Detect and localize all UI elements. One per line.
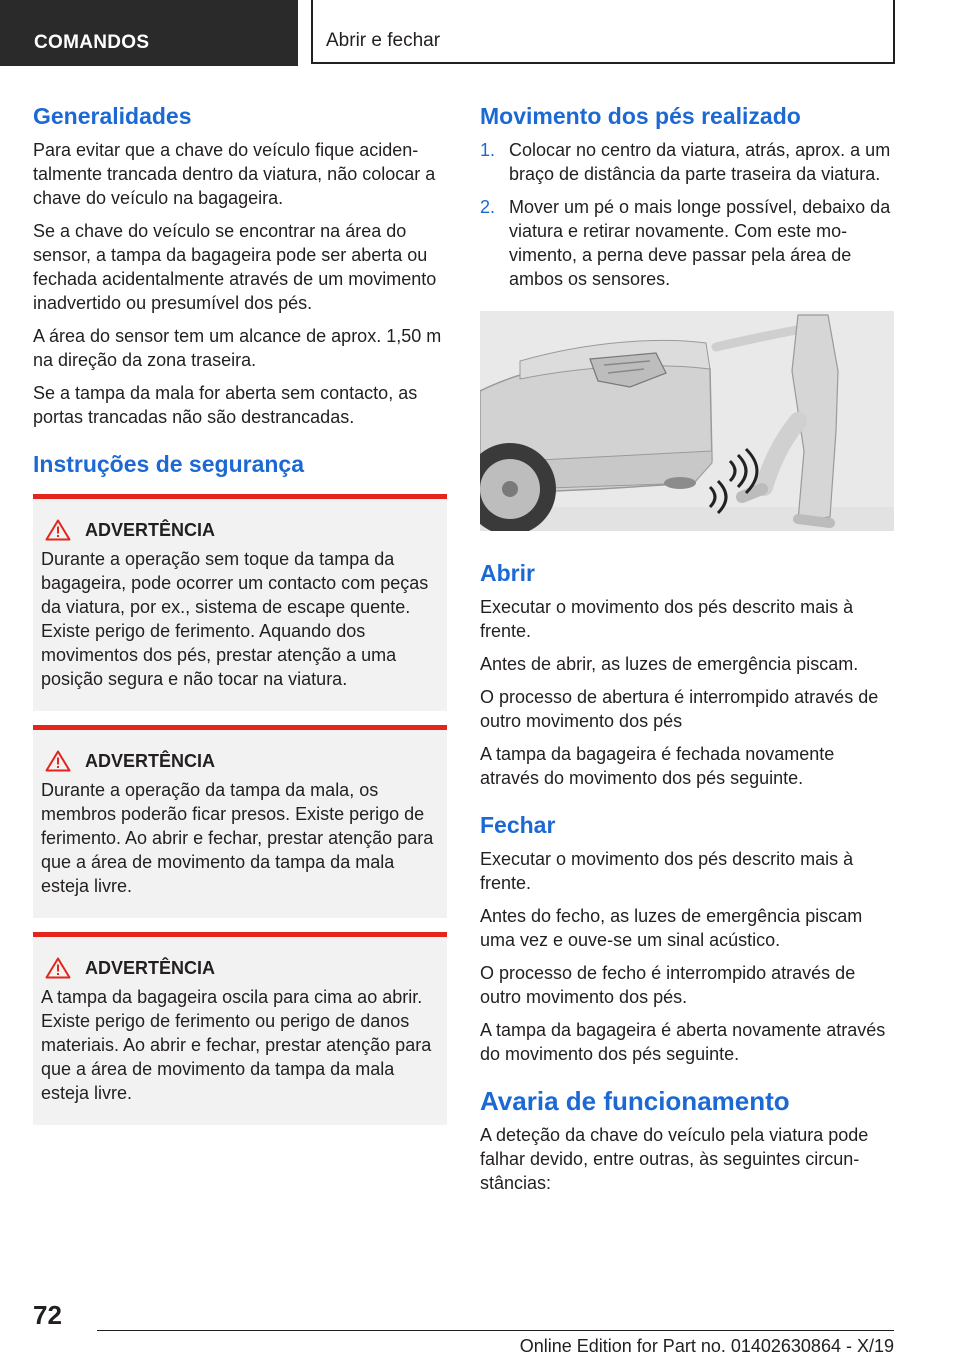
- footer-divider: [97, 1330, 894, 1331]
- close-heading: Fechar: [480, 812, 556, 838]
- header-title: Abrir e fechar: [326, 30, 441, 51]
- foot-gesture-illustration: [480, 311, 894, 531]
- warning-text: Durante a operação sem toque da tampa da bagageira, pode ocorrer um contacto com peças da viatura, por ex., sistema de escape quente. Existe perigo de ferimento. Aquando dos movimentos dos pés, prestar atenção a uma posição segura e não tocar na viatura.: [41, 549, 429, 689]
- general-paragraph: Se a chave do veículo se encontrar na área do sensor, a tampa da bagageira pode ser aberta ou fechada acidentalmente através de um movimento inadvertido ou presumível dos pés.: [33, 221, 437, 313]
- fault-heading: Avaria de funcionamento: [480, 1086, 790, 1116]
- open-paragraph: Antes de abrir, as luzes de emergência piscam.: [480, 654, 859, 674]
- warning-title: [41, 750, 439, 772]
- step-text: Colocar no centro da viatura, atrás, aprox. a um braço de distância da parte traseira da viatura.: [509, 140, 891, 184]
- list-item: [480, 138, 892, 186]
- header-title-box: [311, 0, 895, 64]
- warning-box: [33, 494, 447, 711]
- warning-box: [33, 725, 447, 918]
- warning-label: ADVERTÊNCIA: [85, 519, 216, 540]
- warning-title: [41, 519, 439, 541]
- footer-edition: Online Edition for Part no. 01402630864 - X/19: [519, 1336, 894, 1356]
- right-column: [480, 100, 892, 1204]
- warning-text: Durante a operação da tampa da mala, os membros poderão ficar presos. Existe perigo de ferimento. Ao abrir e fechar, prestar atenção para que a área de movimento da tampa da mala esteja livre.: [41, 780, 434, 896]
- warning-title: [41, 957, 439, 979]
- warning-box: [33, 932, 447, 1125]
- movement-steps: [480, 138, 892, 291]
- step-number: 1.: [480, 140, 496, 160]
- warning-triangle-icon: [45, 750, 71, 772]
- warning-triangle-icon: [45, 519, 71, 541]
- general-paragraph: A área do sensor tem um alcance de aprox. 1,50 m na direção da zona traseira.: [33, 326, 442, 370]
- step-number: 2.: [480, 197, 496, 217]
- car-tailgate-illustration: [480, 311, 894, 531]
- safety-heading: Instruções de segurança: [33, 451, 304, 477]
- left-column: [33, 100, 447, 1125]
- general-paragraph: Para evitar que a chave do veículo fique acidentalmente trancada dentro da viatura, não colocar a chave do veículo na bagageira.: [33, 140, 436, 208]
- warning-label: ADVERTÊNCIA: [85, 750, 216, 771]
- step-text: Mover um pé o mais longe possível, debaixo da viatura e retirar novamente. Com este movimento, a perna deve passar pela área de ambos os sensores.: [509, 197, 891, 289]
- open-paragraph: A tampa da bagageira é fechada novamente através do movimento dos pés seguinte.: [480, 744, 835, 788]
- open-paragraph: O processo de abertura é interrompido através de outro movimento dos pés: [480, 687, 879, 731]
- movement-heading: Movimento dos pés realizado: [480, 103, 801, 129]
- general-paragraph: Se a tampa da mala for aberta sem contacto, as portas trancadas não são destrancadas.: [33, 383, 418, 427]
- open-paragraph: Executar o movimento dos pés descrito mais à frente.: [480, 597, 854, 641]
- warning-triangle-icon: [45, 957, 71, 979]
- general-heading: Generalidades: [33, 103, 192, 129]
- close-paragraph: Antes do fecho, as luzes de emergência piscam uma vez e ouve-se um sinal acústico.: [480, 906, 863, 950]
- header-section-label: COMANDOS: [34, 32, 150, 53]
- list-item: [480, 195, 892, 291]
- close-paragraph: Executar o movimento dos pés descrito mais à frente.: [480, 849, 854, 893]
- fault-paragraph: A deteção da chave do veículo pela viatura pode falhar devido, entre outras, às seguintes circunstâncias:: [480, 1125, 869, 1193]
- close-paragraph: O processo de fecho é interrompido através de outro movimento dos pés.: [480, 963, 856, 1007]
- open-heading: Abrir: [480, 560, 535, 586]
- warning-text: A tampa da bagageira oscila para cima ao abrir. Existe perigo de ferimento ou perigo de danos materiais. Ao abrir e fechar, prestar atenção para que a área de movimento da tampa da mala esteja livre.: [41, 987, 432, 1103]
- warning-label: ADVERTÊNCIA: [85, 957, 216, 978]
- close-paragraph: A tampa da bagageira é aberta novamente através do movimento dos pés seguinte.: [480, 1020, 886, 1064]
- header-section: [0, 0, 298, 66]
- page-number: 72: [33, 1300, 62, 1330]
